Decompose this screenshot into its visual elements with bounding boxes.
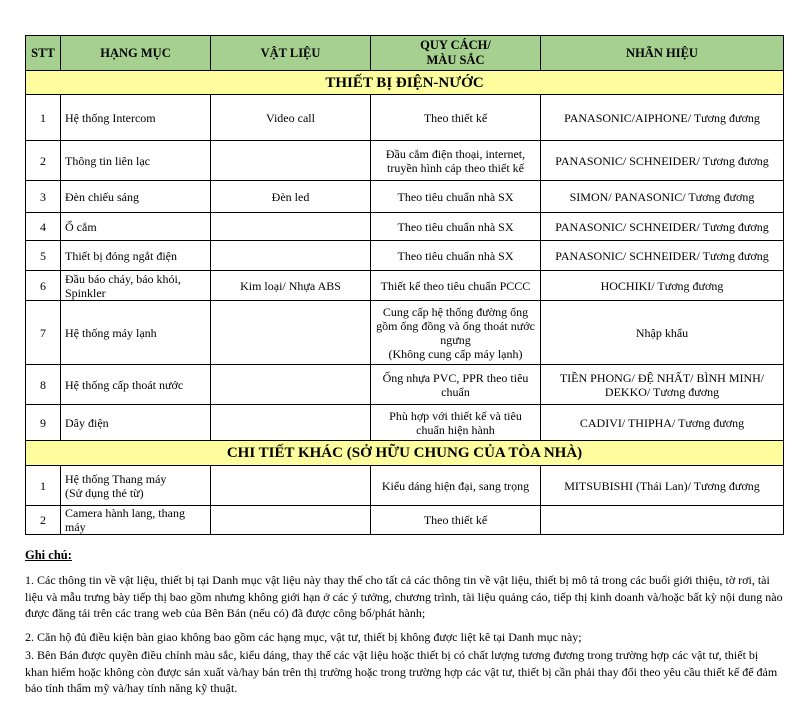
stt-cell: 5 [26, 241, 61, 271]
table-row [26, 271, 784, 301]
brand-cell: PANASONIC/ SCHNEIDER/ Tương đương [541, 241, 784, 271]
item-cell: Đèn chiếu sáng [61, 181, 211, 213]
table-row [26, 466, 784, 506]
table-row [26, 365, 784, 405]
spec-cell: Theo tiêu chuẩn nhà SX [371, 213, 541, 241]
spec-cell: Theo tiêu chuẩn nhà SX [371, 241, 541, 271]
section-body [26, 95, 784, 441]
spec-cell: Thiết kế theo tiêu chuẩn PCCC [371, 271, 541, 301]
material-cell [211, 405, 371, 441]
brand-cell: PANASONIC/ SCHNEIDER/ Tương đương [541, 213, 784, 241]
stt-cell: 2 [26, 141, 61, 181]
brand-cell: Nhập khẩu [541, 301, 784, 365]
header-row [26, 36, 784, 71]
item-cell: Hệ thống máy lạnh [61, 301, 211, 365]
brand-cell: HOCHIKI/ Tương đương [541, 271, 784, 301]
table-row [26, 141, 784, 181]
spec-cell: Đầu cắm điện thoại, internet, truyền hình cáp theo thiết kế [371, 141, 541, 181]
brand-cell: TIỀN PHONG/ ĐỆ NHẤT/ BÌNH MINH/ DEKKO/ Tương đương [541, 365, 784, 405]
material-cell [211, 466, 371, 506]
table-row [26, 95, 784, 141]
spec-cell: Theo thiết kế [371, 95, 541, 141]
header-material: VẬT LIỆU [211, 36, 371, 71]
material-cell: Kim loại/ Nhựa ABS [211, 271, 371, 301]
stt-cell: 2 [26, 506, 61, 535]
material-cell [211, 301, 371, 365]
brand-cell: PANASONIC/ SCHNEIDER/ Tương đương [541, 141, 784, 181]
stt-cell: 3 [26, 181, 61, 213]
material-cell [211, 365, 371, 405]
brand-cell [541, 506, 784, 535]
spec-cell: Ống nhựa PVC, PPR theo tiêu chuẩn [371, 365, 541, 405]
section-body [26, 466, 784, 535]
brand-cell: SIMON/ PANASONIC/ Tương đương [541, 181, 784, 213]
notes-title: Ghi chú: [25, 548, 72, 562]
item-cell: Thiết bị đóng ngắt điện [61, 241, 211, 271]
stt-cell: 9 [26, 405, 61, 441]
item-cell: Camera hành lang, thang máy [61, 506, 211, 535]
table-row [26, 405, 784, 441]
table-row [26, 241, 784, 271]
brand-cell: MITSUBISHI (Thái Lan)/ Tương đương [541, 466, 784, 506]
stt-cell: 6 [26, 271, 61, 301]
spec-cell: Theo tiêu chuẩn nhà SX [371, 181, 541, 213]
spec-cell: Theo thiết kế [371, 506, 541, 535]
item-cell: Hệ thống Intercom [61, 95, 211, 141]
section-title: CHI TIẾT KHÁC (SỞ HỮU CHUNG CỦA TÒA NHÀ) [26, 441, 784, 466]
spec-cell: Kiểu dáng hiện đại, sang trọng [371, 466, 541, 506]
table-row [26, 181, 784, 213]
table-row [26, 301, 784, 365]
spec-cell: Cung cấp hệ thống đường ống gồm ống đồng và ống thoát nước ngưng (Không cung cấp máy lạnh) [371, 301, 541, 365]
spec-cell: Phù hợp với thiết kế và tiêu chuẩn hiện hành [371, 405, 541, 441]
material-cell: Đèn led [211, 181, 371, 213]
item-cell: Dây điện [61, 405, 211, 441]
stt-cell: 4 [26, 213, 61, 241]
materials-table [25, 35, 784, 535]
header-spec: QUY CÁCH/ MÀU SẮC [371, 36, 541, 71]
material-cell [211, 213, 371, 241]
table-row [26, 506, 784, 535]
note-1: 1. Các thông tin về vật liệu, thiết bị tại Danh mục vật liệu này thay thế cho tất cả các thông tin về vật liệu, thiết bị mô tả trong các buổi giới thiệu, tờ rơi, tài liệu và mẫu trưng bày tiếp thị bao gồm nhưng không giới hạn ở các ý tưởng, chương trình, tài liệu quảng cáo, tiếp thị kinh doanh và/hoặc bất kỳ nội dung nào được đăng tải trên các trang web của Bên Bán (nếu có) đã được công bố/phát hành; [25, 573, 783, 620]
item-cell: Hệ thống cấp thoát nước [61, 365, 211, 405]
stt-cell: 1 [26, 466, 61, 506]
material-cell [211, 241, 371, 271]
header-stt: STT [26, 36, 61, 71]
header-item: HẠNG MỤC [61, 36, 211, 71]
note-3: 3. Bên Bán được quyền điều chỉnh màu sắc, kiểu dáng, thay thế các vật liệu hoặc thiết bị có chất lượng tương đương trong trường hợp các vật tư, thiết bị khan hiếm hoặc không còn được sản xuất và/hay bán trên thị trường hoặc trong trường hợp các vật tư, thiết bị cần phải thay đổi theo yêu cầu thiết kế để đảm bảo tính thẩm mỹ và/hay tính năng kỹ thuật. [25, 648, 778, 695]
item-cell: Đầu báo cháy, báo khói, Spinkler [61, 271, 211, 301]
header-brand: NHÃN HIỆU [541, 36, 784, 71]
table-row [26, 213, 784, 241]
item-cell: Ổ cắm [61, 213, 211, 241]
item-cell: Thông tin liên lạc [61, 141, 211, 181]
stt-cell: 7 [26, 301, 61, 365]
section-row [26, 441, 784, 466]
material-cell [211, 141, 371, 181]
section-row [26, 71, 784, 95]
material-cell: Video call [211, 95, 371, 141]
brand-cell: PANASONIC/AIPHONE/ Tương đương [541, 95, 784, 141]
material-cell [211, 506, 371, 535]
brand-cell: CADIVI/ THIPHA/ Tương đương [541, 405, 784, 441]
stt-cell: 8 [26, 365, 61, 405]
note-2: 2. Căn hộ đủ điều kiện bàn giao không bao gồm các hạng mục, vật tư, thiết bị không được liệt kê tại Danh mục này; [25, 630, 582, 644]
section-title: THIẾT BỊ ĐIỆN-NƯỚC [26, 71, 784, 95]
item-cell: Hệ thống Thang máy (Sử dụng thẻ từ) [61, 466, 211, 506]
stt-cell: 1 [26, 95, 61, 141]
